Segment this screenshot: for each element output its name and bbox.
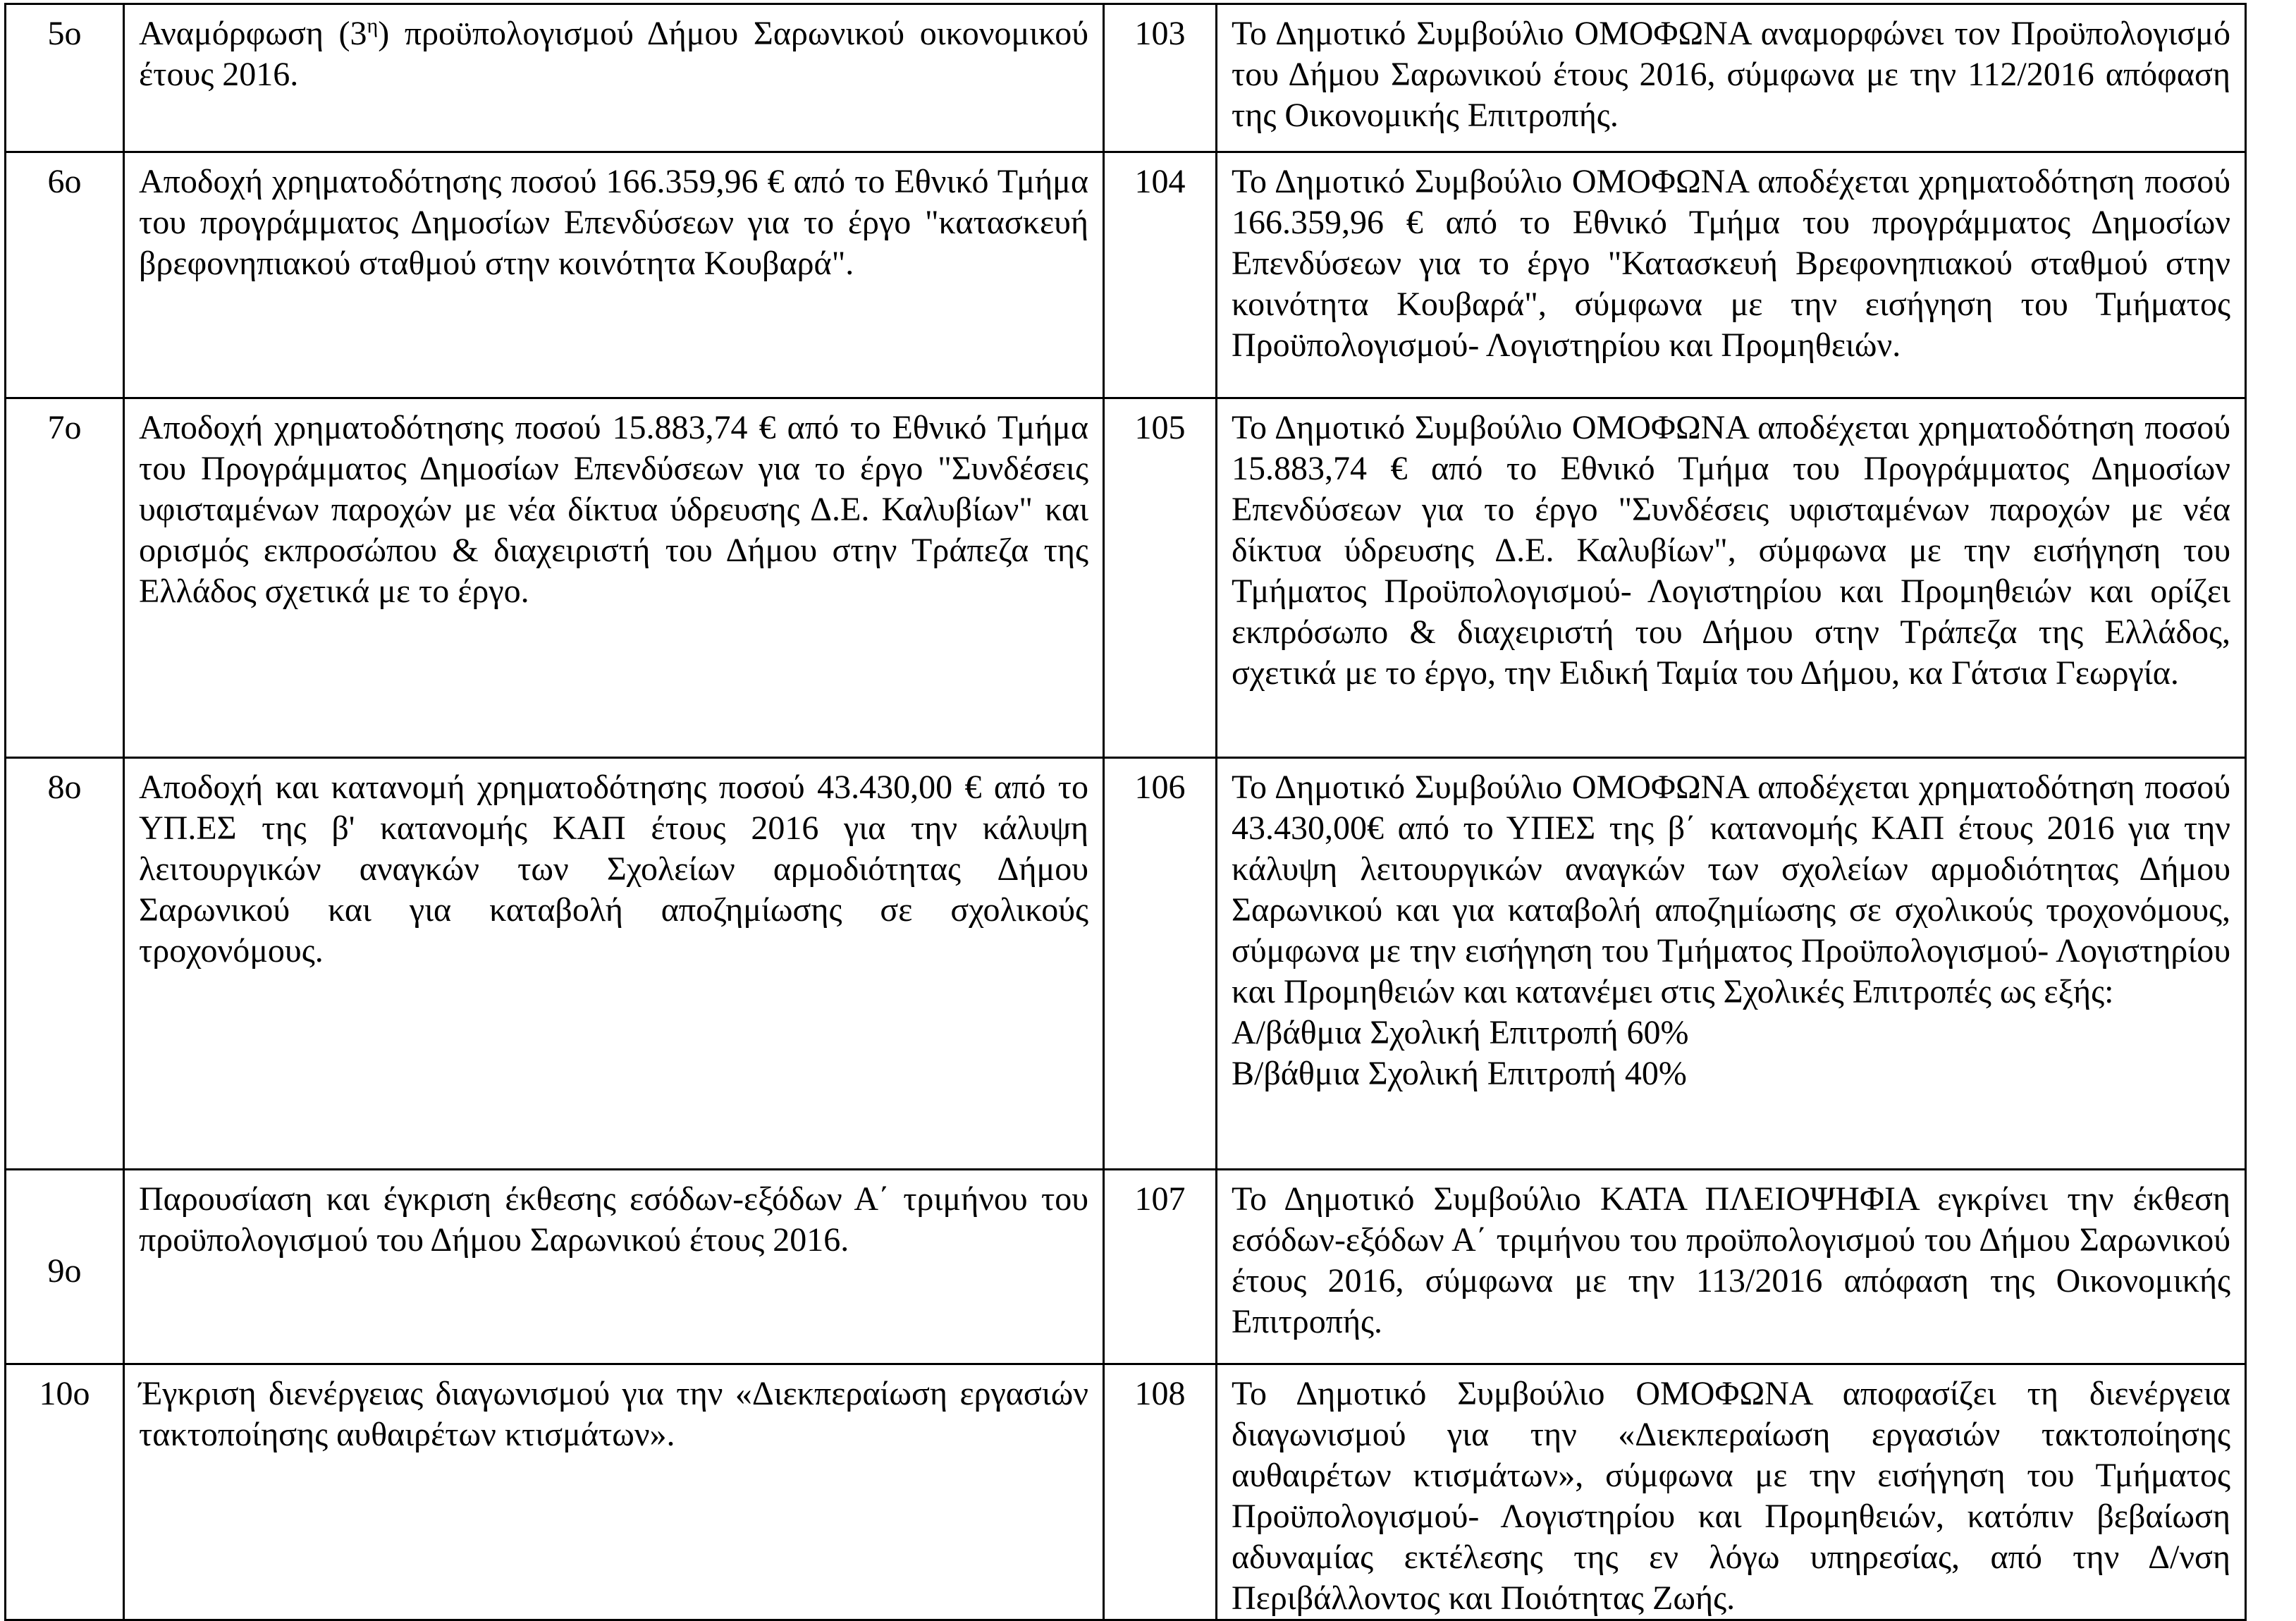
table-row bbox=[6, 1364, 2246, 1620]
decision-number-cell bbox=[1104, 4, 1217, 152]
item-number: 6ο bbox=[47, 163, 82, 200]
table-row bbox=[6, 758, 2246, 1170]
allocation-line-secondary: Β/βάθμια Σχολική Επιτροπή 40% bbox=[1232, 1055, 1687, 1092]
decision-number: 108 bbox=[1134, 1375, 1186, 1412]
table-row bbox=[6, 1170, 2246, 1364]
subject-text: Αναμόρφωση (3 bbox=[139, 15, 367, 52]
decision-text-cell bbox=[1217, 4, 2246, 152]
subject-text: Έγκριση διενέργειας διαγωνισμού για την «Διεκπεραίωση εργασιών τακτοποίησης αυθαιρέτων κτισμάτων». bbox=[139, 1375, 1088, 1453]
subject-cell bbox=[124, 1364, 1104, 1620]
subject-superscript: η bbox=[367, 14, 379, 37]
item-number: 7ο bbox=[47, 409, 82, 446]
subject-text: Αποδοχή χρηματοδότησης ποσού 166.359,96 € από το Εθνικό Τμήμα του προγράμματος Δημοσίων Επενδύσεων για το έργο "κατασκευή βρεφονηπιακού σταθμού στην κοινότητα Κουβαρά". bbox=[139, 163, 1088, 282]
decision-text-cell bbox=[1217, 1170, 2246, 1364]
decision-number: 104 bbox=[1134, 163, 1186, 200]
item-number: 8ο bbox=[47, 769, 82, 806]
table-row bbox=[6, 4, 2246, 152]
decision-number: 103 bbox=[1134, 15, 1186, 52]
subject-text: Αποδοχή και κατανομή χρηματοδότησης ποσού 43.430,00 € από το ΥΠ.ΕΣ της β' κατανομής ΚΑΠ έτους 2016 για την κάλυψη λειτουργικών αναγκών των Σχολείων αρμοδιότητας Δήμου Σαρωνικού και για καταβολή αποζημίωσης σε σχολικούς τροχονόμους. bbox=[139, 769, 1088, 969]
decision-number-cell bbox=[1104, 398, 1217, 758]
item-number-cell bbox=[6, 1364, 124, 1620]
decision-number-cell bbox=[1104, 758, 1217, 1170]
item-number-cell bbox=[6, 1170, 124, 1364]
subject-cell bbox=[124, 1170, 1104, 1364]
decision-text: Το Δημοτικό Συμβούλιο ΟΜΟΦΩΝΑ αναμορφώνει τον Προϋπολογισμό του Δήμου Σαρωνικού έτους 2016, σύμφωνα με την 112/2016 απόφαση της Οικονομικής Επιτροπής. bbox=[1232, 15, 2230, 134]
item-number: 10ο bbox=[39, 1375, 90, 1412]
decision-number: 105 bbox=[1134, 409, 1186, 446]
subject-text: Παρουσίαση και έγκριση έκθεσης εσόδων-εξόδων Α΄ τριμήνου του προϋπολογισμού του Δήμου Σαρωνικού έτους 2016. bbox=[139, 1180, 1088, 1259]
decision-text-cell bbox=[1217, 758, 2246, 1170]
subject-cell bbox=[124, 398, 1104, 758]
subject-cell bbox=[124, 4, 1104, 152]
decision-number: 106 bbox=[1134, 769, 1186, 806]
decision-text: Το Δημοτικό Συμβούλιο ΟΜΟΦΩΝΑ αποδέχεται χρηματοδότηση ποσού 15.883,74 € από το Εθνικό Τμήμα του Προγράμματος Δημοσίων Επενδύσεων για το έργο "Συνδέσεις υφισταμένων παροχών με νέα δίκτυα ύδρευσης Δ.Ε. Καλυβίων", σύμφωνα με την εισήγηση του Τμήματος Προϋπολογισμού- Λογιστηρίου και Προμηθειών και ορίζει εκπρόσωπο & διαχειριστή του Δήμου στην Τράπεζα της Ελλάδος, σχετικά με το έργο, την Ειδική Ταμία του Δήμου, κα Γάτσια Γεωργία. bbox=[1232, 409, 2230, 692]
decision-text-cell bbox=[1217, 152, 2246, 398]
agenda-table bbox=[4, 3, 2247, 1621]
decision-text: Το Δημοτικό Συμβούλιο ΟΜΟΦΩΝΑ αποδέχεται χρηματοδότηση ποσού 43.430,00€ από το ΥΠΕΣ της β΄ κατανομής ΚΑΠ έτους 2016 για την κάλυψη λειτουργικών αναγκών των σχολείων αρμοδιότητας Δήμου Σαρωνικού και για καταβολή αποζημίωσης σε σχολικούς τροχονόμους, σύμφωνα με την εισήγηση του Τμήματος Προϋπολογισμού- Λογιστηρίου και Προμηθειών και κατανέμει στις Σχολικές Επιτροπές ως εξής: bbox=[1232, 769, 2230, 1010]
subject-text-cont: ) προϋπολογισμού Δήμου Σαρωνικού οικονομικού έτους 2016. bbox=[139, 15, 1088, 93]
decision-text: Το Δημοτικό Συμβούλιο ΟΜΟΦΩΝΑ αποφασίζει τη διενέργεια διαγωνισμού για την «Διεκπεραίωση εργασιών τακτοποίησης αυθαιρέτων κτισμάτων», σύμφωνα με την εισήγηση του Τμήματος Προϋπολογισμού- Λογιστηρίου και Προμηθειών, κατόπιν βεβαίωση αδυναμίας εκτέλεσης της εν λόγω υπηρεσίας, από την Δ/νση Περιβάλλοντος και Ποιότητας Ζωής. bbox=[1232, 1375, 2230, 1617]
decision-number-cell bbox=[1104, 1364, 1217, 1620]
item-number-cell bbox=[6, 4, 124, 152]
decision-number-cell bbox=[1104, 1170, 1217, 1364]
subject-cell bbox=[124, 758, 1104, 1170]
subject-text: Αποδοχή χρηματοδότησης ποσού 15.883,74 € από το Εθνικό Τμήμα του Προγράμματος Δημοσίων Επενδύσεων για το έργο "Συνδέσεις υφισταμένων παροχών με νέα δίκτυα ύδρευσης Δ.Ε. Καλυβίων" και ορισμός εκπροσώπου & διαχειριστή του Δήμου στην Τράπεζα της Ελλάδος σχετικά με το έργο. bbox=[139, 409, 1088, 610]
item-number-cell bbox=[6, 758, 124, 1170]
decision-number-cell bbox=[1104, 152, 1217, 398]
item-number: 5ο bbox=[47, 15, 82, 52]
item-number-cell bbox=[6, 398, 124, 758]
table-row bbox=[6, 152, 2246, 398]
item-number-cell bbox=[6, 152, 124, 398]
decision-text-cell bbox=[1217, 398, 2246, 758]
decision-text: Το Δημοτικό Συμβούλιο ΚΑΤΑ ΠΛΕΙΟΨΗΦΙΑ εγκρίνει την έκθεση εσόδων-εξόδων Α΄ τριμήνου του προϋπολογισμού του Δήμου Σαρωνικού έτους 2016, σύμφωνα με την 113/2016 απόφαση της Οικονομικής Επιτροπής. bbox=[1232, 1180, 2230, 1340]
decision-number: 107 bbox=[1134, 1180, 1186, 1218]
decision-text-cell bbox=[1217, 1364, 2246, 1620]
allocation-line-primary: Α/βάθμια Σχολική Επιτροπή 60% bbox=[1232, 1014, 1689, 1051]
decision-text: Το Δημοτικό Συμβούλιο ΟΜΟΦΩΝΑ αποδέχεται χρηματοδότηση ποσού 166.359,96 € από το Εθνικό Τμήμα του προγράμματος Δημοσίων Επενδύσεων για το έργο "Κατασκευή Βρεφονηπιακού σταθμού στην κοινότητα Κουβαρά", σύμφωνα με την εισήγηση του Τμήματος Προϋπολογισμού- Λογιστηρίου και Προμηθειών. bbox=[1232, 163, 2230, 364]
item-number: 9ο bbox=[47, 1252, 82, 1290]
subject-cell bbox=[124, 152, 1104, 398]
table-row bbox=[6, 398, 2246, 758]
